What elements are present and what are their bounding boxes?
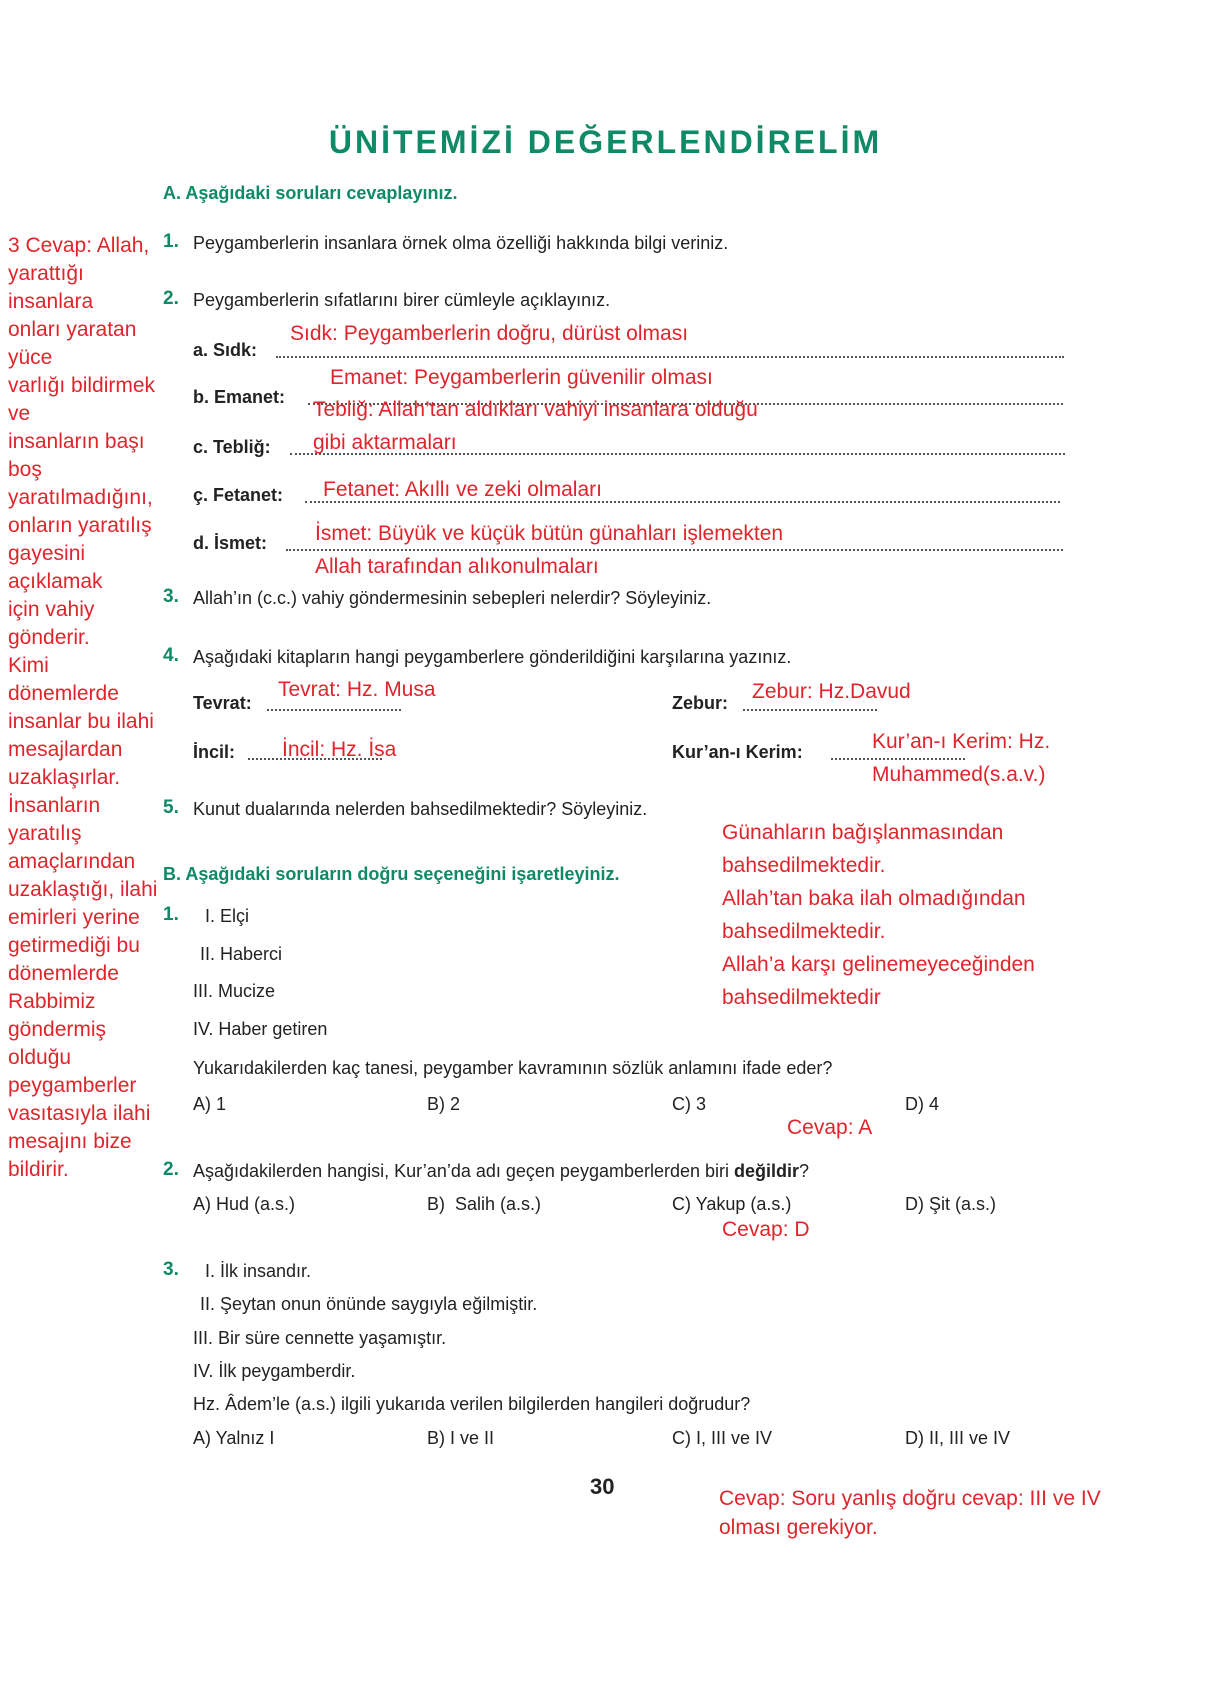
label-kuran: Kur’an-ı Kerim: (672, 742, 803, 762)
answer-line: gayesini açıklamak (8, 542, 103, 593)
question-text: Hz. Âdem’le (a.s.) ilgili yukarıda verilen bilgilerden hangileri doğrudur? (193, 1394, 751, 1414)
handwritten-answer: Fetanet: Akıllı ve zeki olmaları (323, 478, 602, 501)
answer-line: için vahiy gönderir. (8, 598, 95, 649)
option-a[interactable]: A) Yalnız I (193, 1428, 275, 1448)
handwritten-answer-q3 (8, 232, 158, 1184)
label-zebur: Zebur: (672, 693, 728, 713)
statement: IV. İlk peygamberdir. (193, 1361, 356, 1381)
option-a[interactable]: A) 1 (193, 1094, 227, 1114)
handwritten-answer: İncil: Hz. İsa (282, 738, 397, 761)
handwritten-answer: Muhammed(s.a.v.) (872, 763, 1046, 786)
answer-line (286, 549, 1063, 551)
answer-line: vasıtasıyla ilahi (8, 1102, 151, 1125)
answer-line: Rabbimiz (8, 990, 96, 1013)
handwritten-answer: Cevap: A (787, 1116, 873, 1139)
q-number: 1. (163, 231, 179, 252)
section-b-heading: B. Aşağıdaki soruların doğru seçeneğini işaretleyiniz. (163, 864, 620, 884)
answer-line: amaçlarından (8, 850, 136, 873)
q-number: 5. (163, 797, 179, 818)
answer-line: Allah’a karşı gelinemeyeceğinden (722, 953, 1035, 976)
statement: IV. Haber getiren (193, 1019, 328, 1039)
question-text: Allah’ın (c.c.) vahiy göndermesinin sebepleri nelerdir? Söyleyiniz. (193, 588, 712, 608)
question-text: Kunut dualarında nelerden bahsedilmektedir? Söyleyiniz. (193, 799, 648, 819)
statement: I. İlk insandır. (205, 1261, 312, 1281)
answer-line (831, 758, 965, 760)
answer-line: bahsedilmektedir. (722, 854, 886, 877)
answer-line: bahsedilmektedir (722, 986, 881, 1009)
question-text: Aşağıdaki kitapların hangi peygamberlere gönderildiğini karşılarına yazınız. (193, 647, 792, 667)
answer-line (267, 709, 401, 711)
handwritten-answer: Allah tarafından alıkonulmaları (315, 555, 599, 578)
handwritten-answer: Kur’an-ı Kerim: Hz. (872, 730, 1051, 753)
handwritten-answer: İsmet: Büyük ve küçük bütün günahları işlemekten (315, 522, 784, 545)
question-text: Peygamberlerin sıfatlarını birer cümleyle açıklayınız. (193, 290, 611, 310)
q-number: 2. (163, 288, 179, 309)
option-b[interactable]: B) 2 (427, 1094, 461, 1114)
label-fetanet: ç. Fetanet: (193, 485, 284, 505)
answer-line: yarattığı insanlara (8, 262, 94, 313)
handwritten-answer: Sıdk: Peygamberlerin doğru, dürüst olması (290, 322, 689, 345)
answer-line: mesajını bize (8, 1130, 132, 1153)
statement: III. Mucize (193, 981, 276, 1001)
handwritten-answer: Cevap: D (722, 1218, 810, 1241)
answer-line: peygamberler (8, 1074, 137, 1097)
answer-line: göndermiş olduğu (8, 1018, 107, 1069)
page-number: 30 (590, 1474, 615, 1499)
page-title: ÜNİTEMİZİ DEĞERLENDİRELİM (328, 124, 883, 160)
handwritten-answer: gibi aktarmaları (313, 431, 457, 454)
q-number: 4. (163, 645, 179, 666)
option-d[interactable]: D) Şit (a.s.) (905, 1194, 997, 1214)
question-text: Yukarıdakilerden kaç tanesi, peygamber kavramının sözlük anlamını ifade eder? (193, 1058, 833, 1078)
answer-line: uzaklaştığı, ilahi (8, 878, 158, 901)
q-number: 3. (163, 586, 179, 607)
answer-line: getirmediği bu (8, 934, 140, 957)
answer-line: insanlar bu ilahi (8, 710, 154, 733)
handwritten-answer-q5 (722, 816, 1035, 1014)
answer-line: emirleri yerine (8, 906, 140, 929)
handwritten-answer: Tevrat: Hz. Musa (278, 678, 436, 701)
answer-line: uzaklaşırlar. (8, 766, 121, 789)
statement: I. Elçi (205, 906, 250, 926)
option-b[interactable]: B) Salih (a.s.) (427, 1194, 542, 1214)
q-number: 3. (163, 1259, 179, 1280)
handwritten-answer: olması gerekiyor. (719, 1516, 878, 1539)
answer-line: varlığı bildirmek ve (8, 374, 156, 425)
handwritten-answer: Emanet: Peygamberlerin güvenilir olması (330, 366, 713, 389)
question-text (193, 1160, 809, 1182)
answer-line (743, 709, 877, 711)
answer-line: mesajlardan (8, 738, 123, 761)
statement: II. Haberci (200, 944, 283, 964)
handwritten-answer: Zebur: Hz.Davud (752, 680, 911, 703)
question-text: Peygamberlerin insanlara örnek olma özelliği hakkında bilgi veriniz. (193, 233, 729, 253)
answer-line: bahsedilmektedir. (722, 920, 886, 943)
option-d[interactable]: D) II, III ve IV (905, 1428, 1011, 1448)
answer-line: dönemlerde (8, 962, 119, 985)
label-teblig: c. Tebliğ: (193, 437, 271, 457)
label-ismet: d. İsmet: (193, 533, 268, 553)
answer-line: onların yaratılış (8, 514, 152, 537)
label-tevrat: Tevrat: (193, 693, 252, 713)
option-a[interactable]: A) Hud (a.s.) (193, 1194, 296, 1214)
answer-line: yaratılmadığını, (8, 486, 153, 509)
statement: III. Bir süre cennette yaşamıştır. (193, 1328, 447, 1348)
question-text-part: Aşağıdakilerden hangisi, Kur’an’da adı geçen peygamberlerden biri (193, 1161, 735, 1181)
answer-line: 3 Cevap: Allah, (8, 234, 150, 257)
answer-line: Allah’tan baka ilah olmadığından (722, 887, 1026, 910)
question-text-part: ? (799, 1161, 810, 1181)
question-emphasis: değildir (734, 1161, 800, 1181)
section-a-heading: A. Aşağıdaki soruları cevaplayınız. (163, 183, 458, 203)
handwritten-answer: Tebliğ: Allah’tan aldıkları vahiyi insanlara olduğu (313, 398, 758, 421)
label-incil: İncil: (193, 742, 236, 762)
answer-line (276, 356, 1064, 358)
option-d[interactable]: D) 4 (905, 1094, 940, 1114)
option-b[interactable]: B) I ve II (427, 1428, 495, 1448)
q-number: 1. (163, 904, 179, 925)
answer-line: İnsanların yaratılış (8, 794, 101, 845)
answer-line: Kimi dönemlerde (8, 654, 119, 705)
handwritten-answer: Cevap: Soru yanlış doğru cevap: III ve IV (719, 1487, 1101, 1510)
option-c[interactable]: C) I, III ve IV (672, 1428, 773, 1448)
answer-line: bildirir. (8, 1158, 69, 1181)
option-c[interactable]: C) 3 (672, 1094, 707, 1114)
answer-line: onları yaratan yüce (8, 318, 137, 369)
statement: II. Şeytan onun önünde saygıyla eğilmiştir. (200, 1294, 538, 1314)
answer-line: Günahların bağışlanmasından (722, 821, 1004, 844)
label-sidk: a. Sıdk: (193, 340, 258, 360)
q-number: 2. (163, 1159, 179, 1180)
answer-line: insanların başı boş (8, 430, 145, 481)
option-c[interactable]: C) Yakup (a.s.) (672, 1194, 792, 1214)
label-emanet: b. Emanet: (193, 387, 286, 407)
